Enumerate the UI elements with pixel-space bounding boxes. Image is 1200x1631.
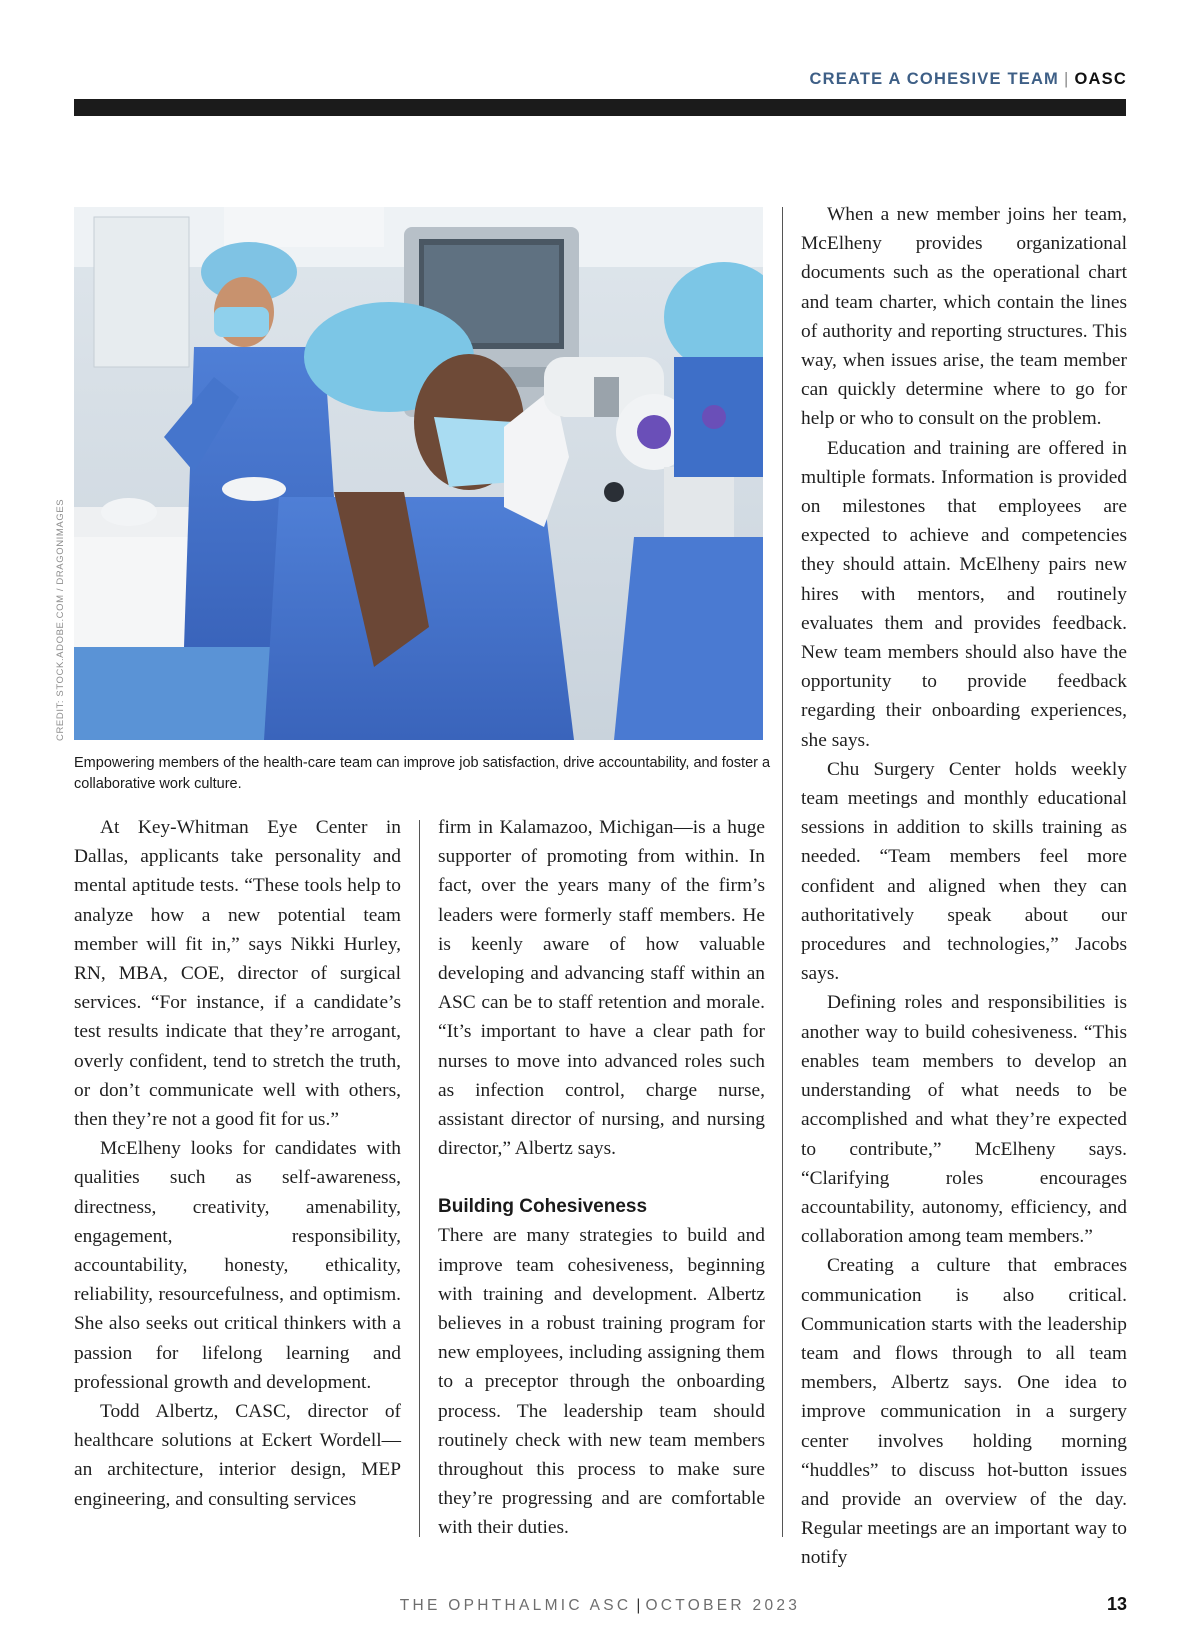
footer-publication: THE OPHTHALMIC ASC [399,1597,632,1614]
article-photo [74,207,763,740]
header-rule [74,99,1126,116]
section-title: CREATE A COHESIVE TEAM [809,70,1060,88]
figure-caption: Empowering members of the health-care team can improve job satisfaction, drive accountability, and foster a collaborative work culture. [74,755,771,792]
footer-date: OCTOBER 2023 [645,1597,801,1614]
paragraph: Creating a culture that embraces communication is also critical. Communication starts with the leadership team and flows through to all team members, Albertz says. One idea to improve communication in a surgery center involves holding morning “huddles” to discuss hot-button issues and provide an overview of the day. Regular meetings are an important way to notify [801,1255,1127,1569]
article-column-2 [438,813,765,1543]
paragraph: Todd Albertz, CASC, director of healthcare solutions at Eckert Wordell—an architecture, interior design, MEP engineering, and consulting services [74,1401,401,1510]
paragraph-continued: firm in Kalamazoo, Michigan—is a huge supporter of promoting from within. In fact, over the years many of the firm’s leaders were formerly staff members. He is keenly aware of how valuable developing and advancing staff within an ASC can be to staff retention and morale. “It’s important to have a clear path for nurses to move into advanced roles such as infection control, charge nurse, assistant director of nursing, and nursing director,” Albertz says. [438,817,765,1160]
article-column-1 [74,813,401,1514]
footer-separator: | [636,1597,641,1614]
column-divider [782,207,783,1537]
photo-credit: CREDIT: STOCK.ADOBE.COM / DRAGONIMAGES [55,498,66,741]
publication-brand: OASC [1074,70,1127,88]
header-separator: | [1064,70,1070,88]
paragraph: When a new member joins her team, McElheny provides organizational documents such as the operational chart and team charter, which contain the lines of authority and reporting structures. This way, when issues arise, the team member can quickly determine where to go for help or who to consult on the problem. [801,204,1127,430]
paragraph: At Key-Whitman Eye Center in Dallas, applicants take personality and mental aptitude tests. “These tools help to analyze how a new potential team member will fit in,” says Nikki Hurley, RN, MBA, COE, director of surgical services. “For instance, if a candidate’s test results indicate that they’re arrogant, overly confident, tend to stretch the truth, or don’t communicate well with others, then they’re not a good fit for us.” [74,817,401,1131]
section-subhead: Building Cohesiveness [438,1196,648,1218]
paragraph: Education and training are offered in multiple formats. Information is provided on milestones that employees are expected to achieve and competencies they should attain. McElheny pairs new hires with mentors, and routinely evaluates them and provides feedback. New team members should also have the opportunity to provide feedback regarding their onboarding experiences, she says. [801,437,1127,751]
column-divider [419,820,420,1537]
running-header [810,70,1127,89]
paragraph: Chu Surgery Center holds weekly team meetings and monthly educational sessions in addition to skills training as needed. “Team members feel more confident and aligned when they can authoritatively speak about our procedures and technologies,” Jacobs says. [801,758,1127,985]
page-footer [0,1597,1200,1615]
paragraph: Defining roles and responsibilities is another way to build cohesiveness. “This enables team members to develop an understanding of what needs to be accomplished and what they’re expected to contribute,” McElheny says. “Clarifying roles encourages accountability, autonomy, efficiency, and collaboration among team members.” [801,992,1127,1248]
paragraph: There are many strategies to build and improve team cohesiveness, beginning with training and development. Albertz believes in a robust training program for new employees, including assigning them to a preceptor through the onboarding process. The leadership team should routinely check with new team members throughout this process to make sure they’re progressing and are comfortable with their duties. [438,1225,765,1539]
page-number: 13 [1106,1594,1127,1614]
paragraph: McElheny looks for candidates with qualities such as self-awareness, directness, creativity, amenability, engagement, responsibility, accountability, honesty, ethicality, reliability, resourcefulness, and optimism. She also seeks out critical thinkers with a passion for lifelong learning and professional growth and development. [74,1138,401,1393]
article-column-3 [801,200,1127,1573]
